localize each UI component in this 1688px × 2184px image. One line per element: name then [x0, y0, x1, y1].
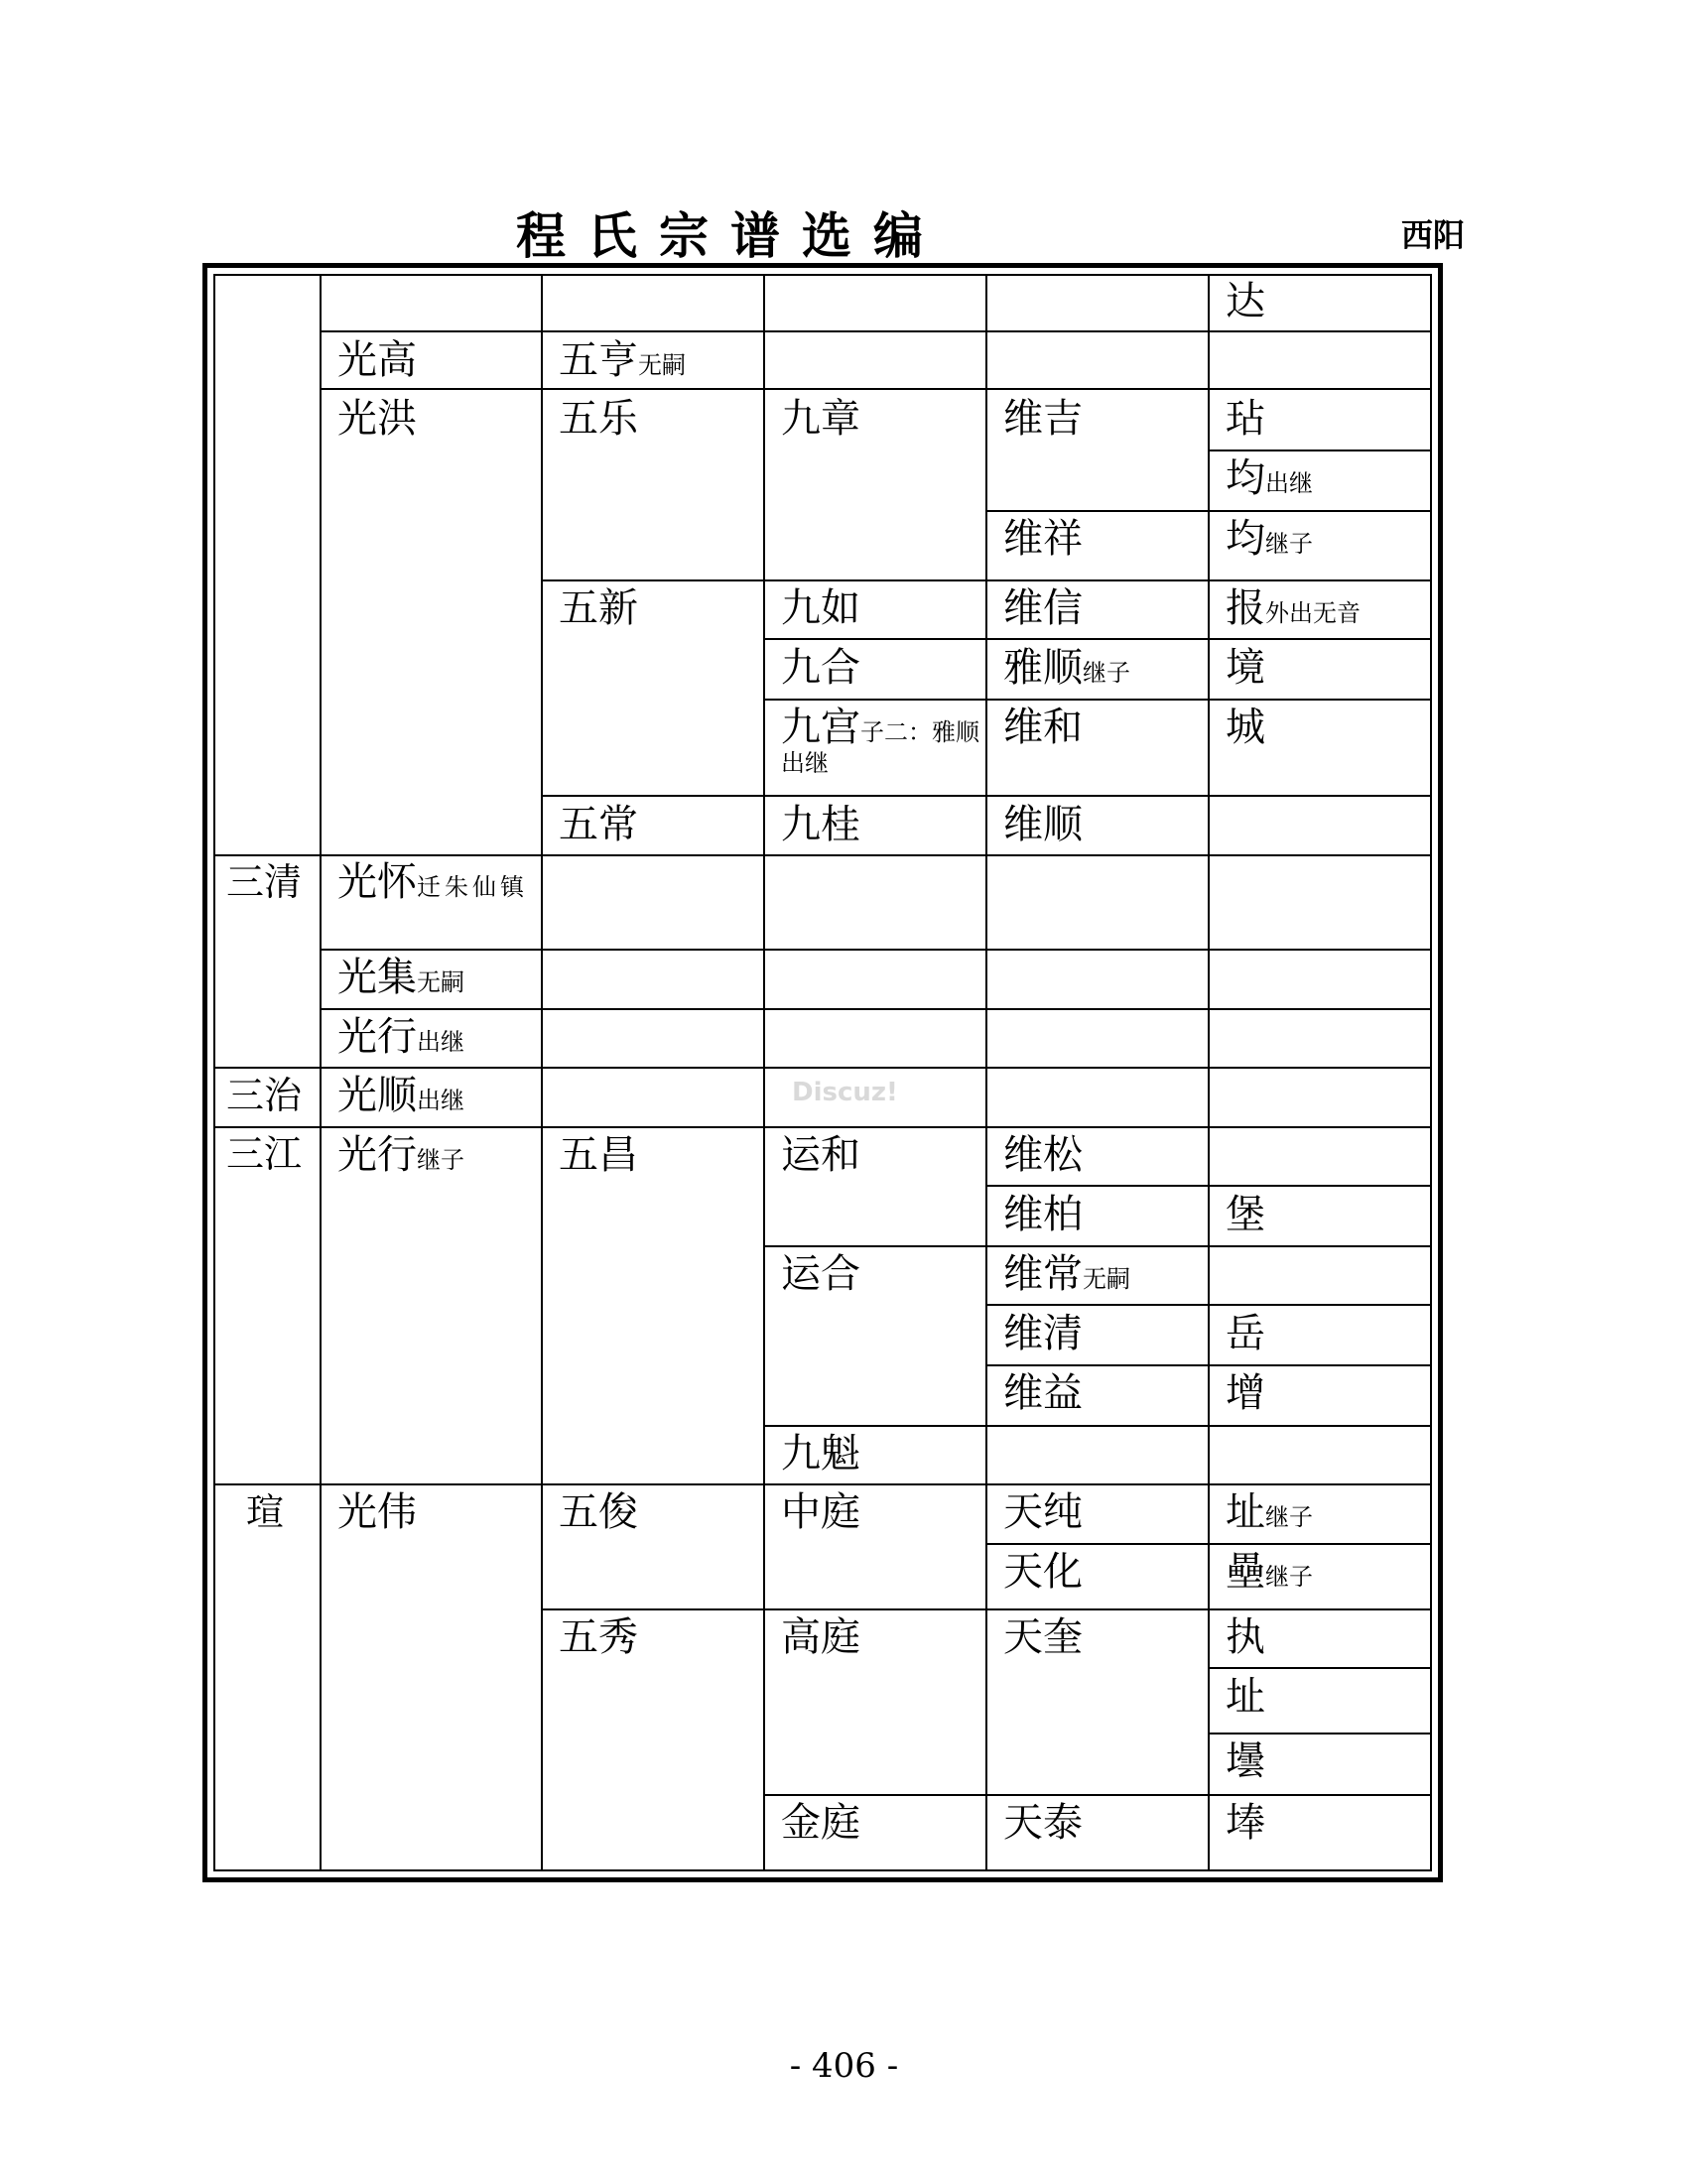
column-divider [985, 274, 987, 1871]
watermark: Discuz! [792, 1078, 898, 1107]
gen2-note: 继子 [417, 1146, 464, 1174]
gen6-name: 报 [1226, 585, 1265, 631]
row-divider [763, 699, 1432, 701]
gen6-note: 外出无音 [1265, 599, 1361, 627]
row-divider [320, 330, 1432, 332]
row-divider [541, 1608, 1432, 1610]
gen6-name: 岳 [1226, 1311, 1265, 1356]
gen1-name: 三治 [226, 1074, 303, 1117]
gen2-entry [337, 1014, 464, 1060]
row-divider [213, 1067, 1432, 1069]
row-divider [213, 1483, 1432, 1485]
gen5-name: 雅顺 [1003, 645, 1083, 691]
gen2-name: 光洪 [337, 396, 417, 442]
gen3-name: 五新 [559, 585, 638, 631]
gen2-entry [337, 1132, 464, 1178]
gen4-name: 运和 [781, 1132, 860, 1178]
gen3-name: 五秀 [559, 1614, 638, 1660]
gen2-entry [337, 955, 464, 1000]
row-divider [763, 1794, 1432, 1796]
gen5-name: 维祥 [1003, 516, 1083, 562]
gen2-note: 无嗣 [417, 968, 464, 996]
gen3-name: 五乐 [559, 396, 638, 442]
gen5-name: 天化 [1003, 1549, 1083, 1595]
gen5-name: 维柏 [1003, 1192, 1083, 1237]
row-divider [213, 854, 1432, 856]
gen6-name: 达 [1226, 279, 1265, 324]
row-divider [985, 1543, 1432, 1545]
gen6-entry [1226, 1549, 1313, 1595]
gen2-name: 光集 [337, 955, 417, 1000]
gen5-name: 维吉 [1003, 396, 1083, 442]
gen1-name: 三清 [226, 860, 303, 904]
gen2-note: 出继 [417, 1087, 464, 1114]
gen6-entry [1226, 585, 1361, 631]
row-divider [985, 1304, 1432, 1306]
row-divider [320, 388, 1432, 390]
gen3-entry [559, 337, 686, 383]
gen6-note: 继子 [1265, 1503, 1313, 1531]
gen4-name: 九如 [781, 585, 860, 631]
row-divider [763, 1425, 1432, 1427]
gen4-name: 中庭 [781, 1489, 860, 1535]
gen2-name: 光顺 [337, 1073, 417, 1118]
row-divider [985, 510, 1432, 512]
gen2-name: 光怀 [337, 859, 417, 905]
gen2-name: 光伟 [337, 1489, 417, 1535]
column-divider [320, 274, 322, 1871]
gen6-name: 壘 [1226, 1549, 1265, 1595]
column-divider [541, 274, 543, 1871]
gen4-name: 运合 [781, 1251, 860, 1297]
gen2-entry [337, 1073, 464, 1118]
gen2-note: 出继 [417, 1028, 464, 1056]
gen5-entry [1003, 1251, 1130, 1297]
gen5-entry [1003, 645, 1130, 691]
row-divider [1208, 450, 1432, 451]
column-divider [1208, 274, 1210, 1871]
gen5-name: 天纯 [1003, 1489, 1083, 1535]
gen4-name: 高庭 [781, 1614, 860, 1660]
gen5-name: 维顺 [1003, 802, 1083, 847]
gen6-name: 城 [1226, 705, 1265, 750]
gen6-note: 出继 [1265, 469, 1313, 497]
gen6-name: 壜 [1226, 1738, 1265, 1784]
gen3-name: 五亨 [559, 337, 638, 383]
row-divider [320, 949, 1432, 951]
row-divider [541, 579, 1432, 581]
row-divider [763, 638, 1432, 640]
row-divider [541, 795, 1432, 797]
gen4-name: 金庭 [781, 1800, 860, 1846]
gen3-name: 五常 [559, 802, 638, 847]
gen5-name: 维信 [1003, 585, 1083, 631]
gen5-note: 继子 [1083, 659, 1130, 687]
gen6-note: 继子 [1265, 530, 1313, 558]
gen6-name: 玷 [1226, 396, 1265, 442]
gen6-name: 均 [1226, 455, 1265, 501]
gen5-name: 维常 [1003, 1251, 1083, 1297]
gen6-note: 继子 [1265, 1563, 1313, 1591]
region-label: 西阳 [1401, 216, 1466, 254]
row-divider [763, 1245, 1432, 1247]
gen5-name: 维益 [1003, 1370, 1083, 1416]
gen4-entry [781, 705, 979, 778]
gen4-name: 九合 [781, 645, 860, 691]
gen2-name: 光行 [337, 1132, 417, 1178]
gen1-name: 三江 [226, 1132, 303, 1176]
column-divider [763, 274, 765, 1871]
gen4-name: 九桂 [781, 802, 860, 847]
gen2-entry [337, 859, 536, 905]
row-divider [985, 1364, 1432, 1366]
gen3-name: 五俊 [559, 1489, 638, 1535]
gen1-name: 瑄 [246, 1490, 285, 1534]
gen4-note: 子二：雅顺出继 [781, 718, 979, 777]
gen4-name: 九宫 [781, 705, 860, 750]
gen3-note: 无嗣 [638, 351, 686, 379]
gen2-name: 光行 [337, 1014, 417, 1060]
gen6-entry [1226, 455, 1313, 501]
gen6-name: 址 [1226, 1674, 1265, 1720]
gen5-name: 维松 [1003, 1132, 1083, 1178]
gen5-name: 维和 [1003, 705, 1083, 750]
gen6-name: 埲 [1226, 1800, 1265, 1846]
gen2-note: 迁朱仙镇 [417, 873, 528, 901]
gen6-name: 址 [1226, 1489, 1265, 1535]
gen3-name: 五昌 [559, 1132, 638, 1178]
gen5-note: 无嗣 [1083, 1265, 1130, 1293]
gen2-name: 光高 [337, 337, 417, 383]
gen5-name: 天奎 [1003, 1614, 1083, 1660]
row-divider [320, 1008, 1432, 1010]
gen6-entry [1226, 516, 1313, 562]
page-number: - 406 - [789, 2046, 899, 2086]
row-divider [985, 1185, 1432, 1187]
gen6-name: 增 [1226, 1370, 1265, 1416]
page-title: 程氏宗谱选编 [516, 206, 945, 265]
gen4-name: 九魁 [781, 1431, 860, 1477]
row-divider [1208, 1733, 1432, 1734]
gen5-name: 维清 [1003, 1311, 1083, 1356]
gen4-name: 九章 [781, 396, 860, 442]
gen6-name: 均 [1226, 516, 1265, 562]
row-divider [1208, 1667, 1432, 1669]
gen5-name: 天泰 [1003, 1800, 1083, 1846]
gen6-entry [1226, 1489, 1313, 1535]
gen6-name: 境 [1226, 645, 1265, 691]
gen6-name: 堡 [1226, 1192, 1265, 1237]
gen6-name: 执 [1226, 1614, 1265, 1660]
row-divider [213, 1126, 1432, 1128]
